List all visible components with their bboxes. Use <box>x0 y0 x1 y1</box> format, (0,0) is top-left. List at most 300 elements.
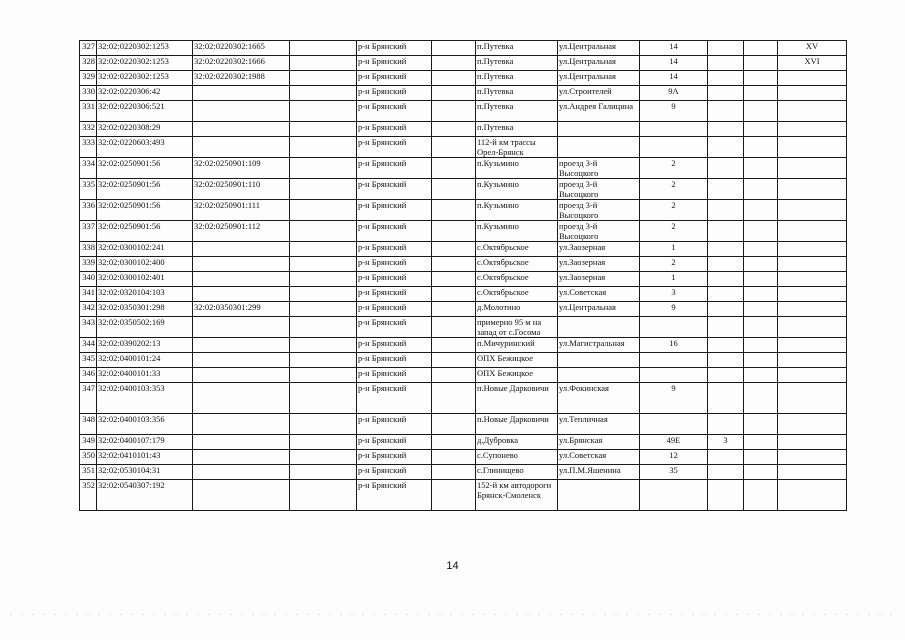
district-cell: р-н Брянский <box>357 221 432 242</box>
empty-cell <box>432 41 476 56</box>
empty-cell <box>290 122 357 137</box>
street-cell: ул.Строителей <box>558 86 640 101</box>
building-cell <box>708 338 744 353</box>
building-cell <box>708 221 744 242</box>
page-number: 14 <box>446 560 459 572</box>
house-number-cell: 9 <box>640 383 708 414</box>
empty-cell <box>744 221 778 242</box>
district-cell: р-н Брянский <box>357 137 432 158</box>
street-cell <box>558 480 640 511</box>
row-number-cell: 338 <box>80 242 97 257</box>
row-number-cell: 333 <box>80 137 97 158</box>
roman-numeral-cell <box>778 287 847 302</box>
empty-cell <box>432 450 476 465</box>
street-cell: ул.Брянская <box>558 435 640 450</box>
locality-cell: п.Кузьмино <box>476 179 558 200</box>
empty-cell <box>290 302 357 317</box>
table-row <box>80 179 847 200</box>
table-row <box>80 158 847 179</box>
street-cell: проезд 3-й Высоцкого <box>558 158 640 179</box>
sub-cadastral-number-cell: 32:02:0220302:1988 <box>193 71 290 86</box>
cadastral-number-cell: 32:02:0410101:43 <box>97 450 193 465</box>
row-number-cell: 339 <box>80 257 97 272</box>
street-cell: проезд 3-й Высоцкого <box>558 221 640 242</box>
building-cell <box>708 450 744 465</box>
street-cell: ул.Центральная <box>558 56 640 71</box>
roman-numeral-cell <box>778 338 847 353</box>
street-cell: ул.Фокинская <box>558 383 640 414</box>
cadastral-number-cell: 32:02:0400107:179 <box>97 435 193 450</box>
street-cell: ул.Советская <box>558 287 640 302</box>
table-row <box>80 368 847 383</box>
row-number-cell: 327 <box>80 41 97 56</box>
empty-cell <box>290 480 357 511</box>
cadastral-number-cell: 32:02:0250901:56 <box>97 200 193 221</box>
cadastral-number-cell: 32:02:0220603:493 <box>97 137 193 158</box>
empty-cell <box>744 414 778 435</box>
table-row <box>80 71 847 86</box>
sub-cadastral-number-cell <box>193 101 290 122</box>
roman-numeral-cell <box>778 242 847 257</box>
locality-cell: примерно 95 м на запад от с.Госома <box>476 317 558 338</box>
empty-cell <box>744 338 778 353</box>
district-cell: р-н Брянский <box>357 242 432 257</box>
house-number-cell: 35 <box>640 465 708 480</box>
cadastral-number-cell: 32:02:0220302:1253 <box>97 71 193 86</box>
row-number-cell: 343 <box>80 317 97 338</box>
cadastral-number-cell: 32:02:0220308:29 <box>97 122 193 137</box>
building-cell <box>708 368 744 383</box>
empty-cell <box>744 465 778 480</box>
locality-cell: 112-й км трассы Орел-Брянск <box>476 137 558 158</box>
locality-cell: п.Путевка <box>476 71 558 86</box>
street-cell <box>558 122 640 137</box>
locality-cell: п.Путевка <box>476 41 558 56</box>
table-row <box>80 221 847 242</box>
street-cell: ул.Центральная <box>558 71 640 86</box>
locality-cell: с.Октябрьское <box>476 242 558 257</box>
street-cell: ул.Центральная <box>558 302 640 317</box>
empty-cell <box>432 71 476 86</box>
sub-cadastral-number-cell <box>193 414 290 435</box>
row-number-cell: 337 <box>80 221 97 242</box>
row-number-cell: 341 <box>80 287 97 302</box>
table-row <box>80 383 847 414</box>
district-cell: р-н Брянский <box>357 200 432 221</box>
row-number-cell: 351 <box>80 465 97 480</box>
table-row <box>80 480 847 511</box>
district-cell: р-н Брянский <box>357 338 432 353</box>
district-cell: р-н Брянский <box>357 41 432 56</box>
sub-cadastral-number-cell <box>193 137 290 158</box>
sub-cadastral-number-cell <box>193 86 290 101</box>
roman-numeral-cell <box>778 383 847 414</box>
locality-cell: п.Новые Дарковичи <box>476 414 558 435</box>
roman-numeral-cell <box>778 137 847 158</box>
locality-cell: п.Кузьмино <box>476 221 558 242</box>
table-row <box>80 200 847 221</box>
district-cell: р-н Брянский <box>357 480 432 511</box>
locality-cell: д.Молотино <box>476 302 558 317</box>
sub-cadastral-number-cell: 32:02:0250901:112 <box>193 221 290 242</box>
building-cell <box>708 317 744 338</box>
scan-artifact-line <box>10 614 895 615</box>
street-cell: ул.Тепличная <box>558 414 640 435</box>
registry-table <box>79 40 847 511</box>
street-cell: ул.Заозерная <box>558 257 640 272</box>
empty-cell <box>290 56 357 71</box>
empty-cell <box>744 435 778 450</box>
table-row <box>80 257 847 272</box>
empty-cell <box>290 272 357 287</box>
empty-cell <box>432 287 476 302</box>
cadastral-number-cell: 32:02:0250901:56 <box>97 158 193 179</box>
empty-cell <box>744 317 778 338</box>
empty-cell <box>432 242 476 257</box>
cadastral-number-cell: 32:02:0250901:56 <box>97 221 193 242</box>
roman-numeral-cell <box>778 221 847 242</box>
empty-cell <box>744 179 778 200</box>
house-number-cell: 3 <box>640 287 708 302</box>
sub-cadastral-number-cell <box>193 242 290 257</box>
building-cell <box>708 383 744 414</box>
roman-numeral-cell: XVI <box>778 56 847 71</box>
building-cell <box>708 179 744 200</box>
row-number-cell: 335 <box>80 179 97 200</box>
empty-cell <box>744 257 778 272</box>
building-cell <box>708 200 744 221</box>
cadastral-number-cell: 32:02:0400101:24 <box>97 353 193 368</box>
empty-cell <box>290 158 357 179</box>
district-cell: р-н Брянский <box>357 368 432 383</box>
district-cell: р-н Брянский <box>357 179 432 200</box>
empty-cell <box>744 41 778 56</box>
table-row <box>80 272 847 287</box>
roman-numeral-cell <box>778 101 847 122</box>
empty-cell <box>432 257 476 272</box>
empty-cell <box>290 353 357 368</box>
locality-cell: п.Новые Дарковичи <box>476 383 558 414</box>
locality-cell: 152-й км автодороги Брянск-Смоленск <box>476 480 558 511</box>
cadastral-number-cell: 32:02:0350502:169 <box>97 317 193 338</box>
sub-cadastral-number-cell <box>193 465 290 480</box>
house-number-cell <box>640 353 708 368</box>
empty-cell <box>290 86 357 101</box>
roman-numeral-cell: XV <box>778 41 847 56</box>
table-row <box>80 137 847 158</box>
row-number-cell: 346 <box>80 368 97 383</box>
empty-cell <box>290 200 357 221</box>
building-cell <box>708 257 744 272</box>
district-cell: р-н Брянский <box>357 101 432 122</box>
house-number-cell <box>640 122 708 137</box>
sub-cadastral-number-cell <box>193 272 290 287</box>
empty-cell <box>290 383 357 414</box>
row-number-cell: 344 <box>80 338 97 353</box>
house-number-cell: 16 <box>640 338 708 353</box>
district-cell: р-н Брянский <box>357 302 432 317</box>
empty-cell <box>744 71 778 86</box>
empty-cell <box>290 41 357 56</box>
row-number-cell: 340 <box>80 272 97 287</box>
roman-numeral-cell <box>778 179 847 200</box>
empty-cell <box>290 101 357 122</box>
empty-cell <box>290 221 357 242</box>
empty-cell <box>744 302 778 317</box>
building-cell <box>708 101 744 122</box>
empty-cell <box>744 158 778 179</box>
sub-cadastral-number-cell <box>193 480 290 511</box>
cadastral-number-cell: 32:02:0300102:241 <box>97 242 193 257</box>
cadastral-number-cell: 32:02:0400103:356 <box>97 414 193 435</box>
roman-numeral-cell <box>778 435 847 450</box>
empty-cell <box>432 353 476 368</box>
table-row <box>80 450 847 465</box>
empty-cell <box>744 200 778 221</box>
empty-cell <box>744 122 778 137</box>
row-number-cell: 342 <box>80 302 97 317</box>
building-cell <box>708 71 744 86</box>
sub-cadastral-number-cell: 32:02:0220302:1666 <box>193 56 290 71</box>
roman-numeral-cell <box>778 122 847 137</box>
house-number-cell: 14 <box>640 71 708 86</box>
empty-cell <box>432 101 476 122</box>
street-cell: ул.Магистральная <box>558 338 640 353</box>
street-cell: ул.П.М.Яшенина <box>558 465 640 480</box>
house-number-cell: 14 <box>640 41 708 56</box>
locality-cell: п.Мичуринский <box>476 338 558 353</box>
cadastral-number-cell: 32:02:0300102:401 <box>97 272 193 287</box>
cadastral-number-cell: 32:02:0250901:56 <box>97 179 193 200</box>
house-number-cell: 49Е <box>640 435 708 450</box>
roman-numeral-cell <box>778 71 847 86</box>
sub-cadastral-number-cell: 32:02:0250901:111 <box>193 200 290 221</box>
district-cell: р-н Брянский <box>357 414 432 435</box>
empty-cell <box>432 317 476 338</box>
table-row <box>80 101 847 122</box>
building-cell <box>708 122 744 137</box>
district-cell: р-н Брянский <box>357 71 432 86</box>
district-cell: р-н Брянский <box>357 86 432 101</box>
sub-cadastral-number-cell <box>193 435 290 450</box>
house-number-cell <box>640 414 708 435</box>
table-row <box>80 317 847 338</box>
building-cell <box>708 302 744 317</box>
district-cell: р-н Брянский <box>357 450 432 465</box>
building-cell <box>708 414 744 435</box>
row-number-cell: 334 <box>80 158 97 179</box>
empty-cell <box>432 302 476 317</box>
empty-cell <box>744 450 778 465</box>
empty-cell <box>290 317 357 338</box>
empty-cell <box>744 368 778 383</box>
street-cell <box>558 368 640 383</box>
building-cell <box>708 41 744 56</box>
row-number-cell: 352 <box>80 480 97 511</box>
empty-cell <box>432 480 476 511</box>
empty-cell <box>432 137 476 158</box>
street-cell: ул.Заозерная <box>558 242 640 257</box>
empty-cell <box>744 287 778 302</box>
empty-cell <box>432 338 476 353</box>
locality-cell: с.Октябрьское <box>476 257 558 272</box>
table-row <box>80 41 847 56</box>
house-number-cell: 1 <box>640 242 708 257</box>
empty-cell <box>432 122 476 137</box>
locality-cell: с.Октябрьское <box>476 287 558 302</box>
table-row <box>80 465 847 480</box>
cadastral-number-cell: 32:02:0390202:13 <box>97 338 193 353</box>
street-cell <box>558 317 640 338</box>
sub-cadastral-number-cell <box>193 257 290 272</box>
empty-cell <box>290 137 357 158</box>
district-cell: р-н Брянский <box>357 158 432 179</box>
building-cell <box>708 272 744 287</box>
row-number-cell: 349 <box>80 435 97 450</box>
empty-cell <box>744 242 778 257</box>
row-number-cell: 336 <box>80 200 97 221</box>
cadastral-number-cell: 32:02:0220302:1253 <box>97 56 193 71</box>
roman-numeral-cell <box>778 158 847 179</box>
house-number-cell: 14 <box>640 56 708 71</box>
sub-cadastral-number-cell: 32:02:0250901:110 <box>193 179 290 200</box>
empty-cell <box>290 465 357 480</box>
building-cell <box>708 158 744 179</box>
table-row <box>80 287 847 302</box>
cadastral-number-cell: 32:02:0220302:1253 <box>97 41 193 56</box>
cadastral-number-cell: 32:02:0350301:298 <box>97 302 193 317</box>
house-number-cell: 2 <box>640 257 708 272</box>
empty-cell <box>432 56 476 71</box>
empty-cell <box>744 137 778 158</box>
empty-cell <box>432 221 476 242</box>
empty-cell <box>290 435 357 450</box>
empty-cell <box>744 272 778 287</box>
house-number-cell: 2 <box>640 158 708 179</box>
table-row <box>80 435 847 450</box>
house-number-cell: 12 <box>640 450 708 465</box>
row-number-cell: 328 <box>80 56 97 71</box>
roman-numeral-cell <box>778 480 847 511</box>
roman-numeral-cell <box>778 200 847 221</box>
district-cell: р-н Брянский <box>357 257 432 272</box>
roman-numeral-cell <box>778 414 847 435</box>
cadastral-number-cell: 32:02:0530104:31 <box>97 465 193 480</box>
street-cell: ул.Центральная <box>558 41 640 56</box>
empty-cell <box>432 414 476 435</box>
empty-cell <box>432 200 476 221</box>
empty-cell <box>290 414 357 435</box>
building-cell: 3 <box>708 435 744 450</box>
empty-cell <box>432 368 476 383</box>
locality-cell: п.Путевка <box>476 101 558 122</box>
house-number-cell <box>640 137 708 158</box>
street-cell: ул.Советская <box>558 450 640 465</box>
building-cell <box>708 242 744 257</box>
street-cell: ул.Андрея Галицина <box>558 101 640 122</box>
row-number-cell: 347 <box>80 383 97 414</box>
empty-cell <box>432 86 476 101</box>
empty-cell <box>290 287 357 302</box>
district-cell: р-н Брянский <box>357 272 432 287</box>
empty-cell <box>432 272 476 287</box>
roman-numeral-cell <box>778 368 847 383</box>
building-cell <box>708 56 744 71</box>
empty-cell <box>744 383 778 414</box>
district-cell: р-н Брянский <box>357 56 432 71</box>
locality-cell: с.Октябрьское <box>476 272 558 287</box>
roman-numeral-cell <box>778 317 847 338</box>
cadastral-number-cell: 32:02:0400103:353 <box>97 383 193 414</box>
table-row <box>80 414 847 435</box>
empty-cell <box>290 242 357 257</box>
empty-cell <box>432 435 476 450</box>
district-cell: р-н Брянский <box>357 465 432 480</box>
cadastral-number-cell: 32:02:0220306:521 <box>97 101 193 122</box>
house-number-cell <box>640 317 708 338</box>
table-row <box>80 86 847 101</box>
empty-cell <box>744 480 778 511</box>
sub-cadastral-number-cell <box>193 450 290 465</box>
empty-cell <box>290 450 357 465</box>
row-number-cell: 331 <box>80 101 97 122</box>
cadastral-number-cell: 32:02:0300102:400 <box>97 257 193 272</box>
street-cell: проезд 3-й Высоцкого <box>558 200 640 221</box>
empty-cell <box>290 368 357 383</box>
sub-cadastral-number-cell <box>193 383 290 414</box>
sub-cadastral-number-cell: 32:02:0250901:109 <box>193 158 290 179</box>
locality-cell: п.Путевка <box>476 86 558 101</box>
cadastral-number-cell: 32:02:0220306:42 <box>97 86 193 101</box>
locality-cell: ОПХ Бежицкое <box>476 368 558 383</box>
sub-cadastral-number-cell <box>193 317 290 338</box>
district-cell: р-н Брянский <box>357 435 432 450</box>
house-number-cell <box>640 368 708 383</box>
roman-numeral-cell <box>778 302 847 317</box>
sub-cadastral-number-cell: 32:02:0220302:1665 <box>193 41 290 56</box>
empty-cell <box>744 56 778 71</box>
empty-cell <box>290 179 357 200</box>
empty-cell <box>432 179 476 200</box>
locality-cell: д.Дубровка <box>476 435 558 450</box>
locality-cell: п.Путевка <box>476 56 558 71</box>
locality-cell: ОПХ Бежицкое <box>476 353 558 368</box>
empty-cell <box>432 158 476 179</box>
sub-cadastral-number-cell <box>193 353 290 368</box>
street-cell: ул.Заозерная <box>558 272 640 287</box>
roman-numeral-cell <box>778 465 847 480</box>
table-row <box>80 122 847 137</box>
locality-cell: п.Путевка <box>476 122 558 137</box>
empty-cell <box>744 101 778 122</box>
street-cell: проезд 3-й Высоцкого <box>558 179 640 200</box>
registry-body <box>80 41 847 511</box>
row-number-cell: 332 <box>80 122 97 137</box>
cadastral-number-cell: 32:02:0400101:33 <box>97 368 193 383</box>
street-cell <box>558 137 640 158</box>
building-cell <box>708 353 744 368</box>
house-number-cell: 9 <box>640 302 708 317</box>
building-cell <box>708 480 744 511</box>
empty-cell <box>290 338 357 353</box>
sub-cadastral-number-cell <box>193 368 290 383</box>
building-cell <box>708 465 744 480</box>
row-number-cell: 345 <box>80 353 97 368</box>
cadastral-number-cell: 32:02:0540307:192 <box>97 480 193 511</box>
locality-cell: п.Кузьмино <box>476 200 558 221</box>
empty-cell <box>744 353 778 368</box>
table-row <box>80 302 847 317</box>
